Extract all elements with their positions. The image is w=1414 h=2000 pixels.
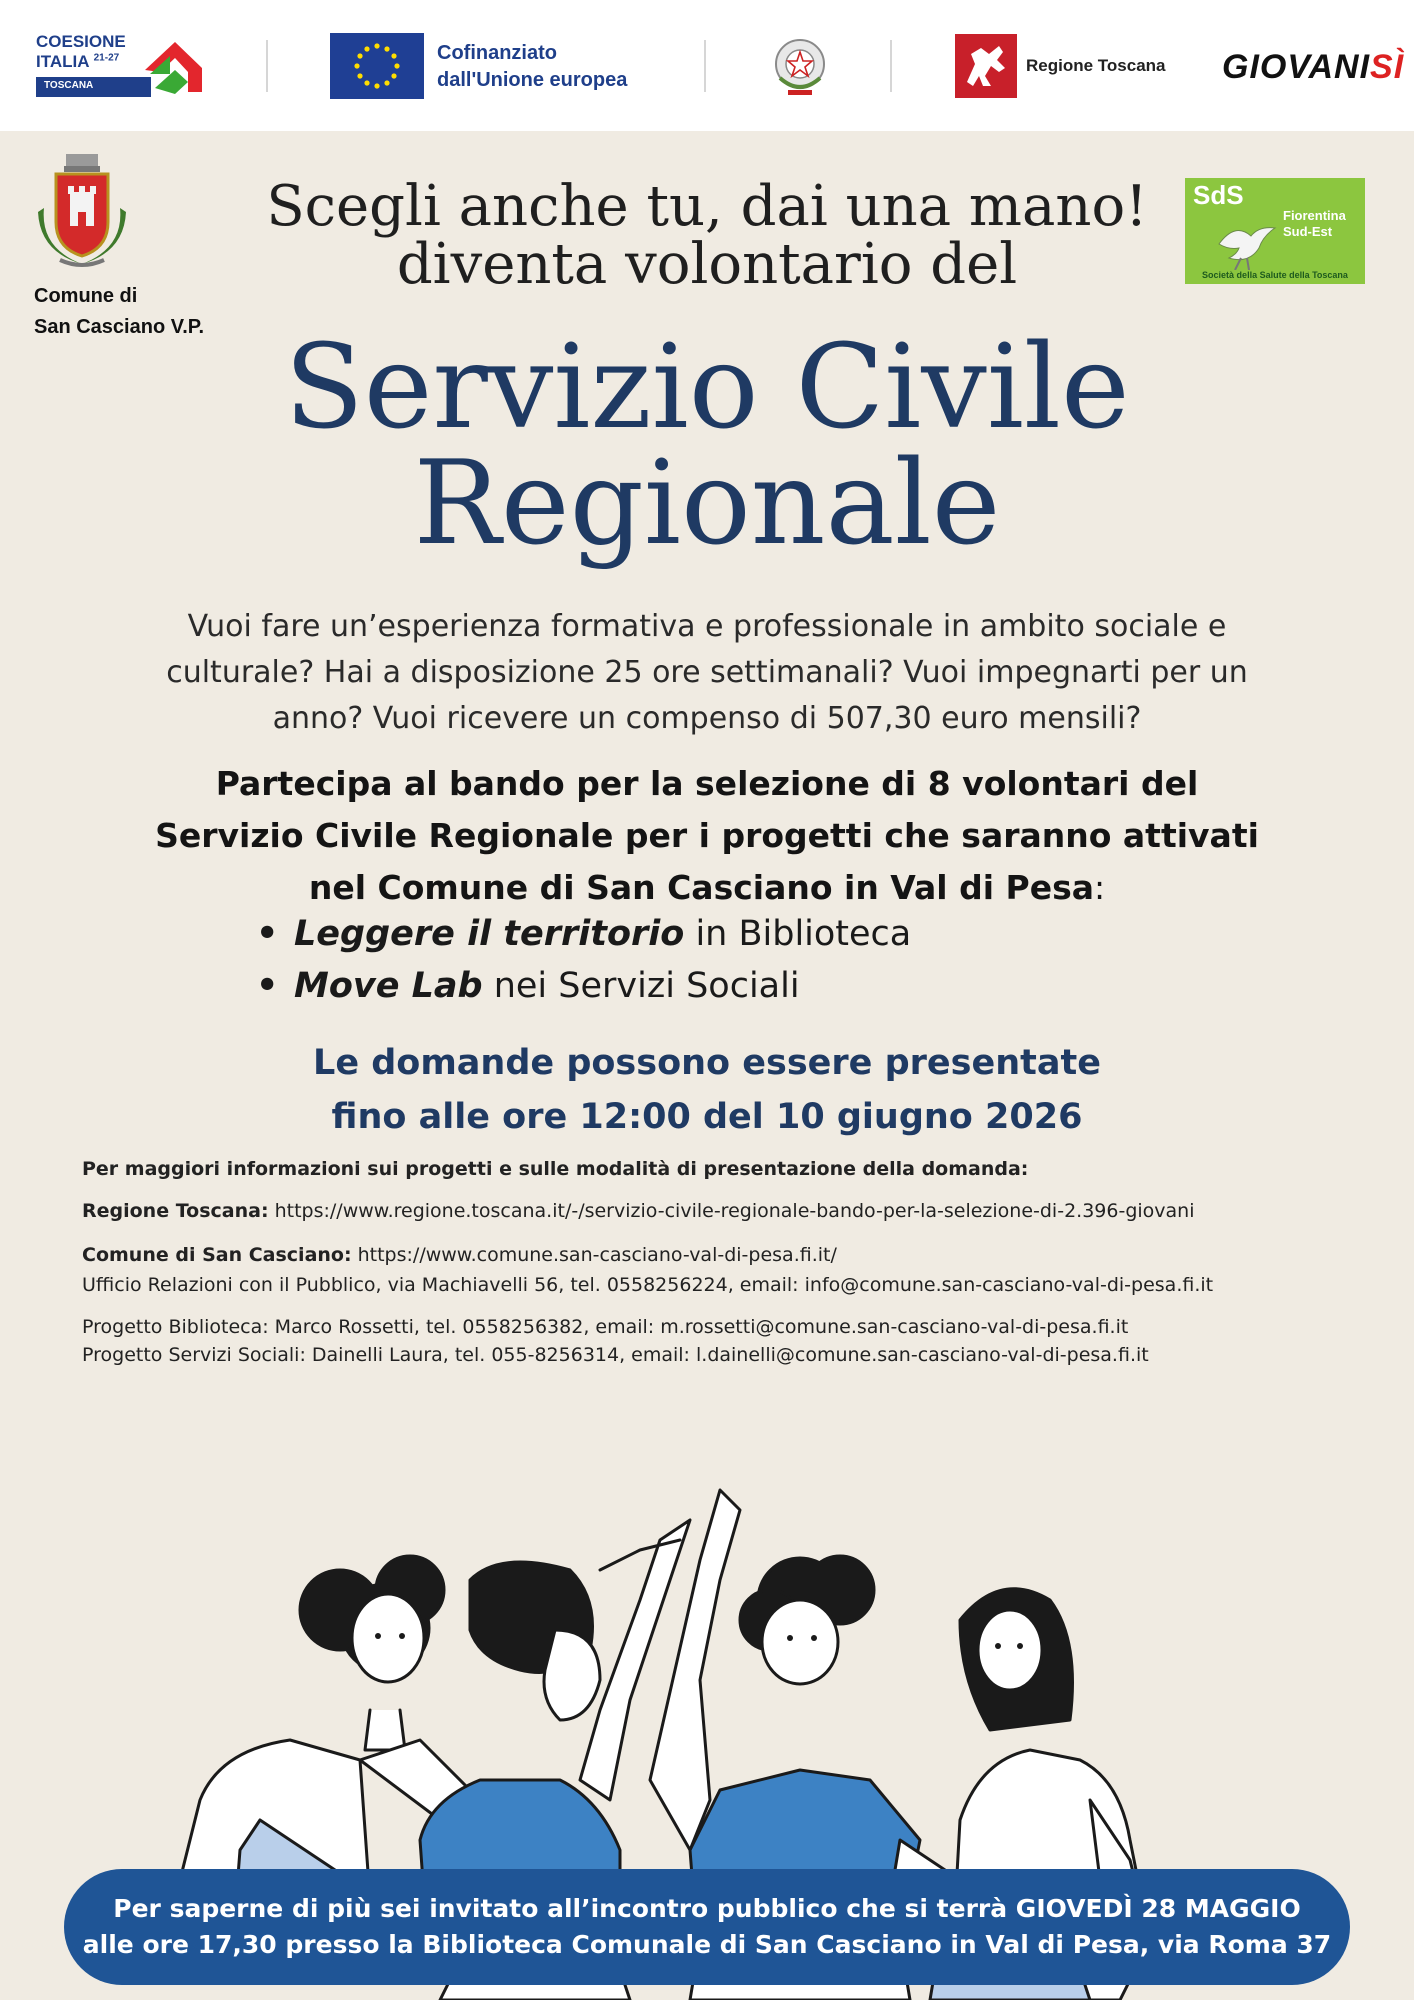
coesione-arrow-icon bbox=[140, 30, 210, 100]
title-line2: Regionale bbox=[413, 436, 1001, 571]
eu-cofinanziato-text bbox=[437, 40, 627, 94]
project-place: in Biblioteca bbox=[684, 914, 912, 954]
intro-line1: Vuoi fare un’esperienza formativa e professionale in ambito sociale e bbox=[187, 609, 1227, 644]
bando-line1: Partecipa al bando per la selezione di 8 volontari del bbox=[215, 764, 1199, 803]
sds-name: SdS bbox=[1193, 180, 1244, 210]
info-comune: Comune di San Casciano: https://www.comune.san-casciano-val-di-pesa.fi.it/ bbox=[82, 1244, 837, 1266]
info-biblioteca: Progetto Biblioteca: Marco Rossetti, tel. 0558256382, email: m.rossetti@comune.san-casciano-val-di-pesa.fi.it bbox=[82, 1316, 1129, 1338]
comune-line1: Comune di bbox=[34, 285, 138, 307]
headline-line2: diventa volontario del bbox=[396, 232, 1018, 297]
bando-line3: nel Comune di San Casciano in Val di Pesa: bbox=[308, 868, 1106, 907]
separator bbox=[890, 40, 892, 92]
italian-republic-emblem-icon bbox=[770, 34, 830, 100]
footer-line1: Per saperne di più sei invitato all’incontro pubblico che si terrà GIOVEDÌ 28 MAGGIO bbox=[113, 1894, 1301, 1923]
coesione-line1: COESIONE bbox=[36, 32, 126, 51]
project-name: Leggere il territorio bbox=[294, 914, 685, 954]
list-item bbox=[256, 908, 911, 960]
bando-line2: Servizio Civile Regionale per i progetti che saranno attivati bbox=[155, 816, 1259, 855]
footer-line2: alle ore 17,30 presso la Biblioteca Comunale di San Casciano in Val di Pesa, via Roma 37 bbox=[82, 1930, 1332, 1959]
regione-toscana-flag-icon bbox=[955, 34, 1017, 98]
logo-bar bbox=[0, 0, 1414, 131]
comune-line2: San Casciano V.P. bbox=[34, 316, 205, 338]
intro-line3: anno? Vuoi ricevere un compenso di 507,30 euro mensili? bbox=[272, 701, 1142, 736]
info-urp: Ufficio Relazioni con il Pubblico, via Machiavelli 56, tel. 0558256224, email: info@comune.san-casciano-val-di-pesa.fi.it bbox=[82, 1274, 1214, 1296]
eu-line2: dall'Unione europea bbox=[437, 69, 628, 91]
list-item bbox=[256, 960, 911, 1012]
separator bbox=[266, 40, 268, 92]
project-list bbox=[256, 908, 911, 1012]
coesione-line2: ITALIA $^{21-27}$ bbox=[36, 52, 120, 71]
info-regione: Regione Toscana: https://www.regione.toscana.it/-/servizio-civile-regionale-bando-per-la-selezione-di-2.396-giovani bbox=[82, 1200, 1195, 1222]
sds-subtitle: Società della Salute della Toscana bbox=[1202, 270, 1348, 280]
public-meeting-banner bbox=[64, 1869, 1350, 1985]
intro-paragraph bbox=[90, 604, 1324, 742]
comune-link[interactable]: https://www.comune.san-casciano-val-di-pesa.fi.it/ bbox=[351, 1244, 837, 1266]
headline-line1: Scegli anche tu, dai una mano! bbox=[266, 174, 1148, 239]
deadline-line2: fino alle ore 12:00 del 10 giugno 2026 bbox=[331, 1097, 1083, 1137]
deadline-notice bbox=[0, 1036, 1414, 1144]
deadline-line1: Le domande possono essere presentate bbox=[313, 1043, 1101, 1083]
eu-flag-icon bbox=[330, 33, 424, 99]
project-name: Move Lab bbox=[294, 966, 483, 1006]
eu-line1: Cofinanziato bbox=[437, 42, 557, 64]
coesione-italia-logo bbox=[36, 30, 206, 102]
separator bbox=[704, 40, 706, 92]
info-servizi-sociali: Progetto Servizi Sociali: Dainelli Laura, tel. 055-8256314, email: l.dainelli@comune.san-casciano-val-di-pesa.fi.it bbox=[82, 1344, 1149, 1366]
title-line1: Servizio Civile bbox=[284, 320, 1130, 455]
intro-line2: culturale? Hai a disposizione 25 ore settimanali? Vuoi impegnarti per un bbox=[166, 655, 1248, 690]
regione-toscana-label: Regione Toscana bbox=[1026, 56, 1166, 75]
project-place: nei Servizi Sociali bbox=[482, 966, 800, 1006]
regione-link[interactable]: https://www.regione.toscana.it/-/servizio-civile-regionale-bando-per-la-selezione-di-2.396-giovani bbox=[268, 1200, 1195, 1222]
bando-paragraph bbox=[90, 758, 1324, 914]
coesione-band: TOSCANA bbox=[36, 77, 151, 97]
sds-line2: Sud-Est bbox=[1283, 224, 1333, 239]
info-heading: Per maggiori informazioni sui progetti e sulle modalità di presentazione della domanda: bbox=[82, 1158, 1029, 1180]
giovanisi-logo: GIOVANISÌ bbox=[1222, 48, 1405, 86]
sds-line1: Fiorentina bbox=[1283, 208, 1346, 223]
